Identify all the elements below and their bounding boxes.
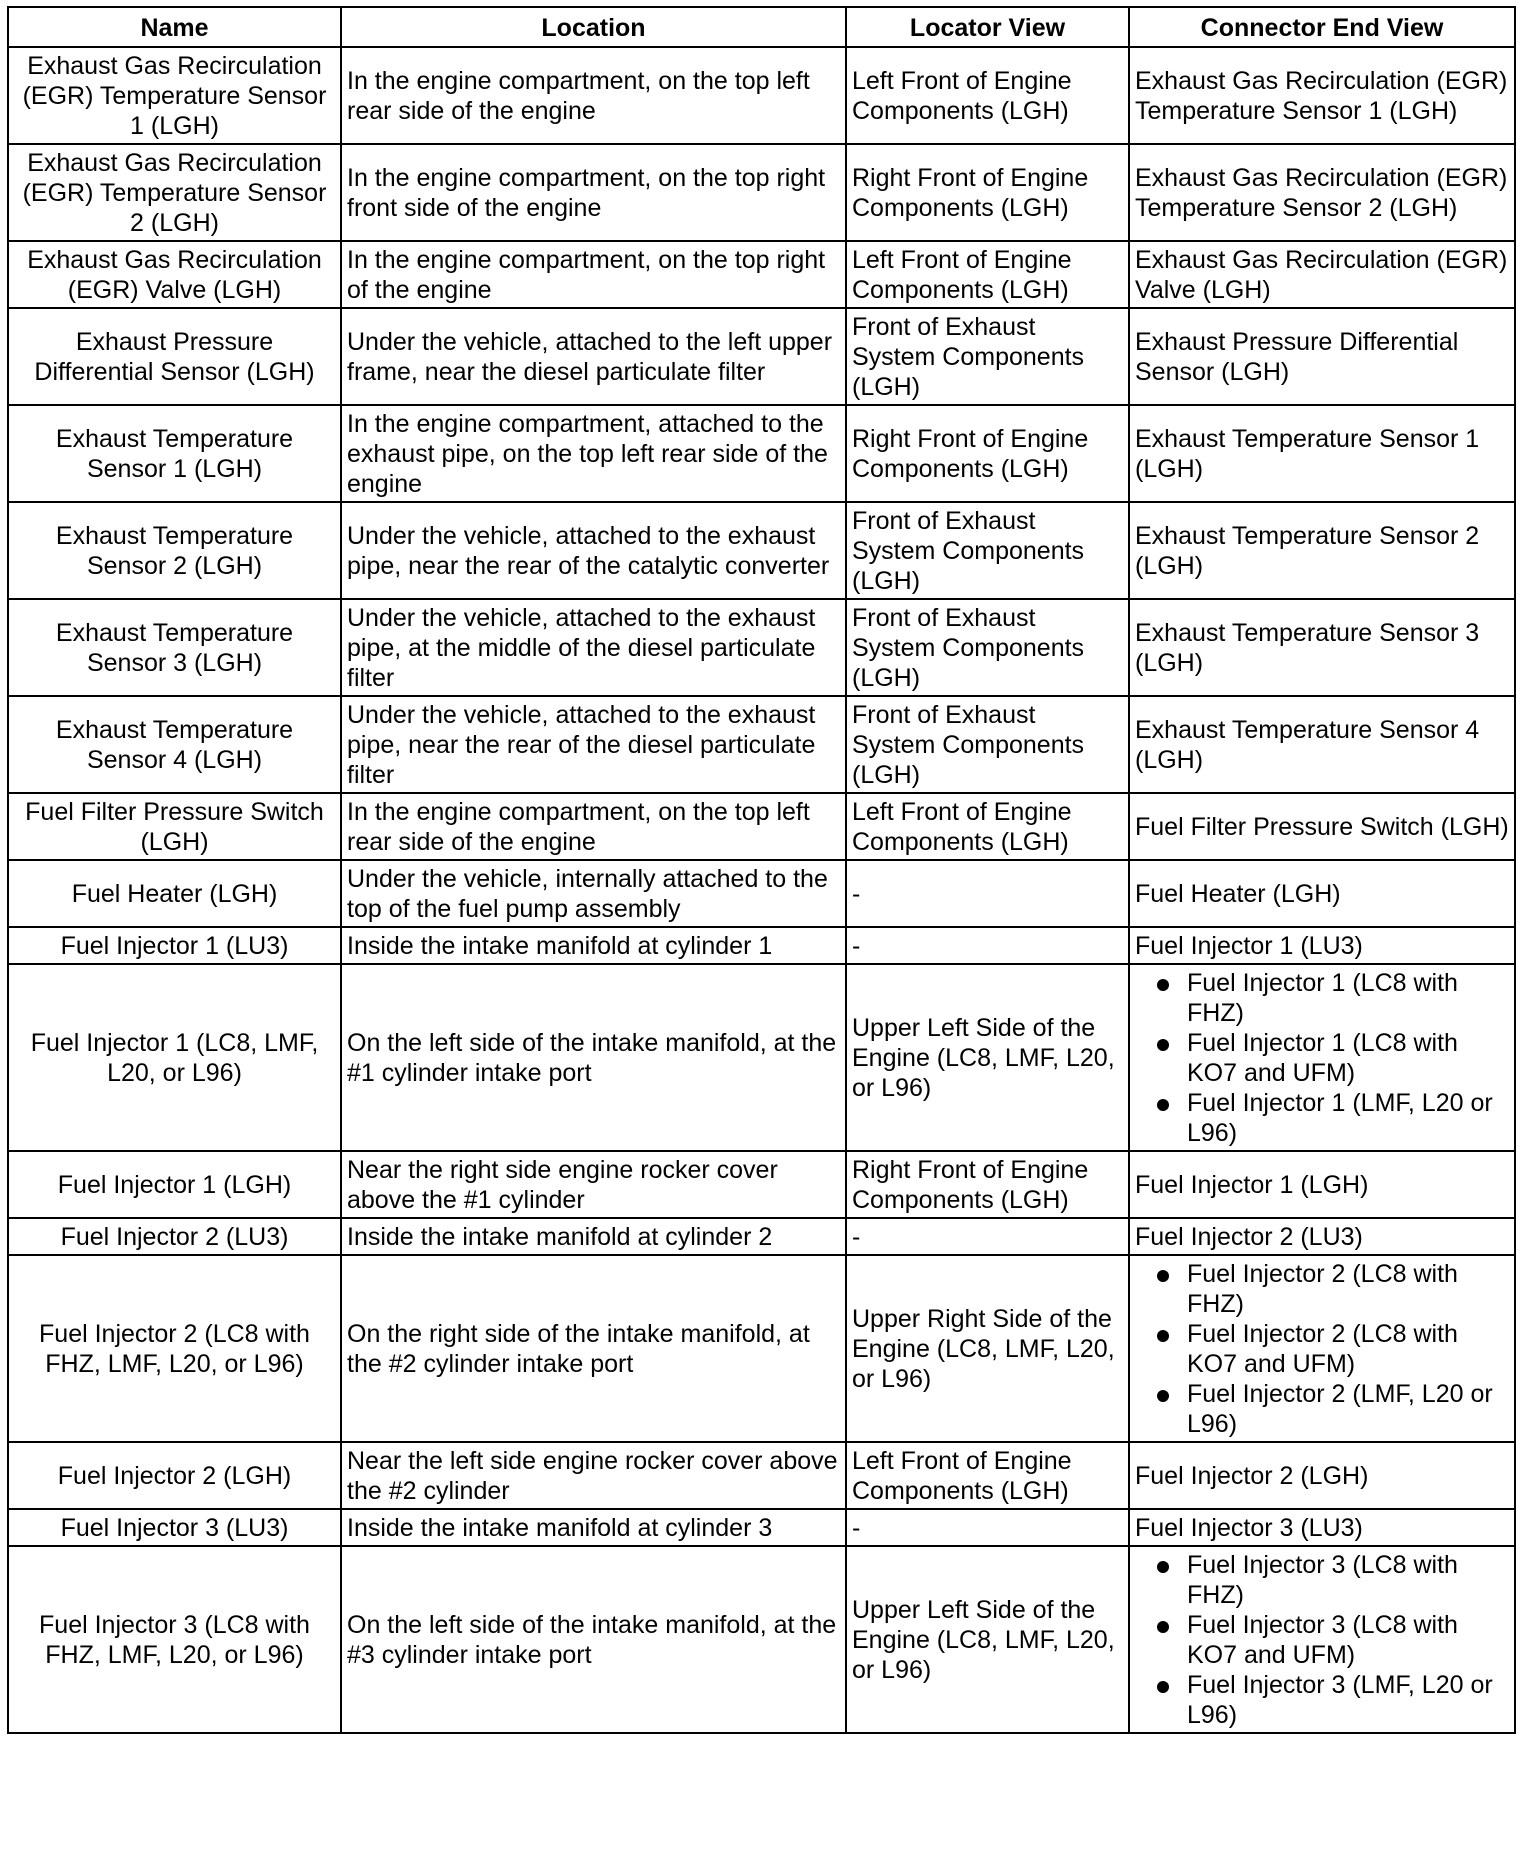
cell-location: Under the vehicle, attached to the exhaust pipe, near the rear of the diesel particulate filter (341, 696, 846, 793)
cell-connector-end-view: Exhaust Temperature Sensor 4 (LGH) (1129, 696, 1515, 793)
cell-locator-view: - (846, 927, 1129, 964)
cell-connector-end-view: Fuel Injector 2 (LGH) (1129, 1442, 1515, 1509)
cell-locator-view: Upper Left Side of the Engine (LC8, LMF, L20, or L96) (846, 1546, 1129, 1733)
cell-name: Exhaust Pressure Differential Sensor (LGH) (8, 308, 341, 405)
table-row (8, 793, 1515, 860)
cell-location: Inside the intake manifold at cylinder 3 (341, 1509, 846, 1546)
cell-name: Fuel Injector 2 (LC8 with FHZ, LMF, L20, or L96) (8, 1255, 341, 1442)
table-row (8, 241, 1515, 308)
cell-connector-end-view: Fuel Heater (LGH) (1129, 860, 1515, 927)
cell-connector-end-view: Exhaust Gas Recirculation (EGR) Temperature Sensor 1 (LGH) (1129, 47, 1515, 144)
header-location: Location (341, 7, 846, 47)
table-row (8, 47, 1515, 144)
cell-locator-view: Upper Right Side of the Engine (LC8, LMF, L20, or L96) (846, 1255, 1129, 1442)
cell-locator-view: Right Front of Engine Components (LGH) (846, 405, 1129, 502)
connector-bullet-item: Fuel Injector 3 (LC8 with FHZ) (1135, 1550, 1509, 1610)
cell-location: Under the vehicle, internally attached to the top of the fuel pump assembly (341, 860, 846, 927)
connector-bullet-item: Fuel Injector 3 (LC8 with KO7 and UFM) (1135, 1610, 1509, 1670)
table-row (8, 144, 1515, 241)
cell-locator-view: Upper Left Side of the Engine (LC8, LMF, L20, or L96) (846, 964, 1129, 1151)
cell-name: Fuel Filter Pressure Switch (LGH) (8, 793, 341, 860)
cell-connector-end-view: Exhaust Gas Recirculation (EGR) Valve (LGH) (1129, 241, 1515, 308)
component-locator-table (7, 6, 1516, 1734)
cell-location: Inside the intake manifold at cylinder 1 (341, 927, 846, 964)
connector-bullet-list (1135, 968, 1509, 1148)
cell-connector-end-view (1129, 1546, 1515, 1733)
table-row (8, 502, 1515, 599)
header-locator-view: Locator View (846, 7, 1129, 47)
table-row (8, 405, 1515, 502)
cell-locator-view: Front of Exhaust System Components (LGH) (846, 696, 1129, 793)
table-row (8, 599, 1515, 696)
cell-location: Under the vehicle, attached to the exhaust pipe, near the rear of the catalytic converter (341, 502, 846, 599)
cell-connector-end-view: Exhaust Gas Recirculation (EGR) Temperature Sensor 2 (LGH) (1129, 144, 1515, 241)
cell-locator-view: Left Front of Engine Components (LGH) (846, 47, 1129, 144)
cell-name: Fuel Injector 1 (LC8, LMF, L20, or L96) (8, 964, 341, 1151)
cell-connector-end-view: Fuel Injector 1 (LGH) (1129, 1151, 1515, 1218)
cell-connector-end-view: Fuel Injector 3 (LU3) (1129, 1509, 1515, 1546)
cell-name: Fuel Injector 2 (LU3) (8, 1218, 341, 1255)
cell-name: Fuel Heater (LGH) (8, 860, 341, 927)
table-row (8, 860, 1515, 927)
cell-connector-end-view: Fuel Injector 2 (LU3) (1129, 1218, 1515, 1255)
connector-bullet-list (1135, 1550, 1509, 1730)
cell-name: Fuel Injector 3 (LU3) (8, 1509, 341, 1546)
table-row (8, 1218, 1515, 1255)
table-body (8, 47, 1515, 1733)
cell-location: Near the left side engine rocker cover above the #2 cylinder (341, 1442, 846, 1509)
cell-connector-end-view: Exhaust Pressure Differential Sensor (LGH) (1129, 308, 1515, 405)
cell-name: Exhaust Temperature Sensor 4 (LGH) (8, 696, 341, 793)
cell-locator-view: Left Front of Engine Components (LGH) (846, 241, 1129, 308)
connector-bullet-item: Fuel Injector 2 (LC8 with KO7 and UFM) (1135, 1319, 1509, 1379)
table-header-row (8, 7, 1515, 47)
cell-location: Under the vehicle, attached to the left upper frame, near the diesel particulate filter (341, 308, 846, 405)
cell-location: In the engine compartment, on the top left rear side of the engine (341, 793, 846, 860)
table-row (8, 1509, 1515, 1546)
cell-location: On the right side of the intake manifold, at the #2 cylinder intake port (341, 1255, 846, 1442)
cell-name: Exhaust Temperature Sensor 1 (LGH) (8, 405, 341, 502)
cell-connector-end-view: Fuel Filter Pressure Switch (LGH) (1129, 793, 1515, 860)
connector-bullet-item: Fuel Injector 2 (LMF, L20 or L96) (1135, 1379, 1509, 1439)
cell-name: Fuel Injector 2 (LGH) (8, 1442, 341, 1509)
cell-connector-end-view (1129, 964, 1515, 1151)
table-row (8, 964, 1515, 1151)
connector-bullet-item: Fuel Injector 3 (LMF, L20 or L96) (1135, 1670, 1509, 1730)
table-row (8, 1151, 1515, 1218)
cell-locator-view: Right Front of Engine Components (LGH) (846, 144, 1129, 241)
connector-bullet-item: Fuel Injector 1 (LC8 with KO7 and UFM) (1135, 1028, 1509, 1088)
cell-locator-view: - (846, 1218, 1129, 1255)
cell-location: On the left side of the intake manifold, at the #1 cylinder intake port (341, 964, 846, 1151)
cell-connector-end-view: Exhaust Temperature Sensor 1 (LGH) (1129, 405, 1515, 502)
header-connector-end-view: Connector End View (1129, 7, 1515, 47)
cell-name: Fuel Injector 1 (LU3) (8, 927, 341, 964)
cell-locator-view: Front of Exhaust System Components (LGH) (846, 502, 1129, 599)
cell-locator-view: Right Front of Engine Components (LGH) (846, 1151, 1129, 1218)
cell-connector-end-view: Exhaust Temperature Sensor 2 (LGH) (1129, 502, 1515, 599)
cell-location: In the engine compartment, on the top right front side of the engine (341, 144, 846, 241)
table-row (8, 1546, 1515, 1733)
cell-name: Fuel Injector 3 (LC8 with FHZ, LMF, L20, or L96) (8, 1546, 341, 1733)
cell-locator-view: - (846, 860, 1129, 927)
cell-locator-view: Front of Exhaust System Components (LGH) (846, 308, 1129, 405)
cell-location: In the engine compartment, attached to the exhaust pipe, on the top left rear side of the engine (341, 405, 846, 502)
cell-locator-view: Left Front of Engine Components (LGH) (846, 793, 1129, 860)
table-row (8, 696, 1515, 793)
header-name: Name (8, 7, 341, 47)
cell-location: In the engine compartment, on the top left rear side of the engine (341, 47, 846, 144)
cell-name: Fuel Injector 1 (LGH) (8, 1151, 341, 1218)
cell-connector-end-view: Exhaust Temperature Sensor 3 (LGH) (1129, 599, 1515, 696)
cell-connector-end-view: Fuel Injector 1 (LU3) (1129, 927, 1515, 964)
table-row (8, 1442, 1515, 1509)
table-row (8, 1255, 1515, 1442)
connector-bullet-item: Fuel Injector 2 (LC8 with FHZ) (1135, 1259, 1509, 1319)
cell-name: Exhaust Gas Recirculation (EGR) Valve (LGH) (8, 241, 341, 308)
cell-location: On the left side of the intake manifold, at the #3 cylinder intake port (341, 1546, 846, 1733)
table-row (8, 927, 1515, 964)
cell-location: Near the right side engine rocker cover above the #1 cylinder (341, 1151, 846, 1218)
connector-bullet-list (1135, 1259, 1509, 1439)
cell-locator-view: Front of Exhaust System Components (LGH) (846, 599, 1129, 696)
cell-location: In the engine compartment, on the top right of the engine (341, 241, 846, 308)
cell-name: Exhaust Gas Recirculation (EGR) Temperature Sensor 1 (LGH) (8, 47, 341, 144)
cell-location: Inside the intake manifold at cylinder 2 (341, 1218, 846, 1255)
cell-name: Exhaust Temperature Sensor 3 (LGH) (8, 599, 341, 696)
cell-locator-view: Left Front of Engine Components (LGH) (846, 1442, 1129, 1509)
cell-name: Exhaust Gas Recirculation (EGR) Temperature Sensor 2 (LGH) (8, 144, 341, 241)
cell-location: Under the vehicle, attached to the exhaust pipe, at the middle of the diesel particulate filter (341, 599, 846, 696)
cell-name: Exhaust Temperature Sensor 2 (LGH) (8, 502, 341, 599)
table-row (8, 308, 1515, 405)
connector-bullet-item: Fuel Injector 1 (LC8 with FHZ) (1135, 968, 1509, 1028)
connector-bullet-item: Fuel Injector 1 (LMF, L20 or L96) (1135, 1088, 1509, 1148)
cell-locator-view: - (846, 1509, 1129, 1546)
cell-connector-end-view (1129, 1255, 1515, 1442)
